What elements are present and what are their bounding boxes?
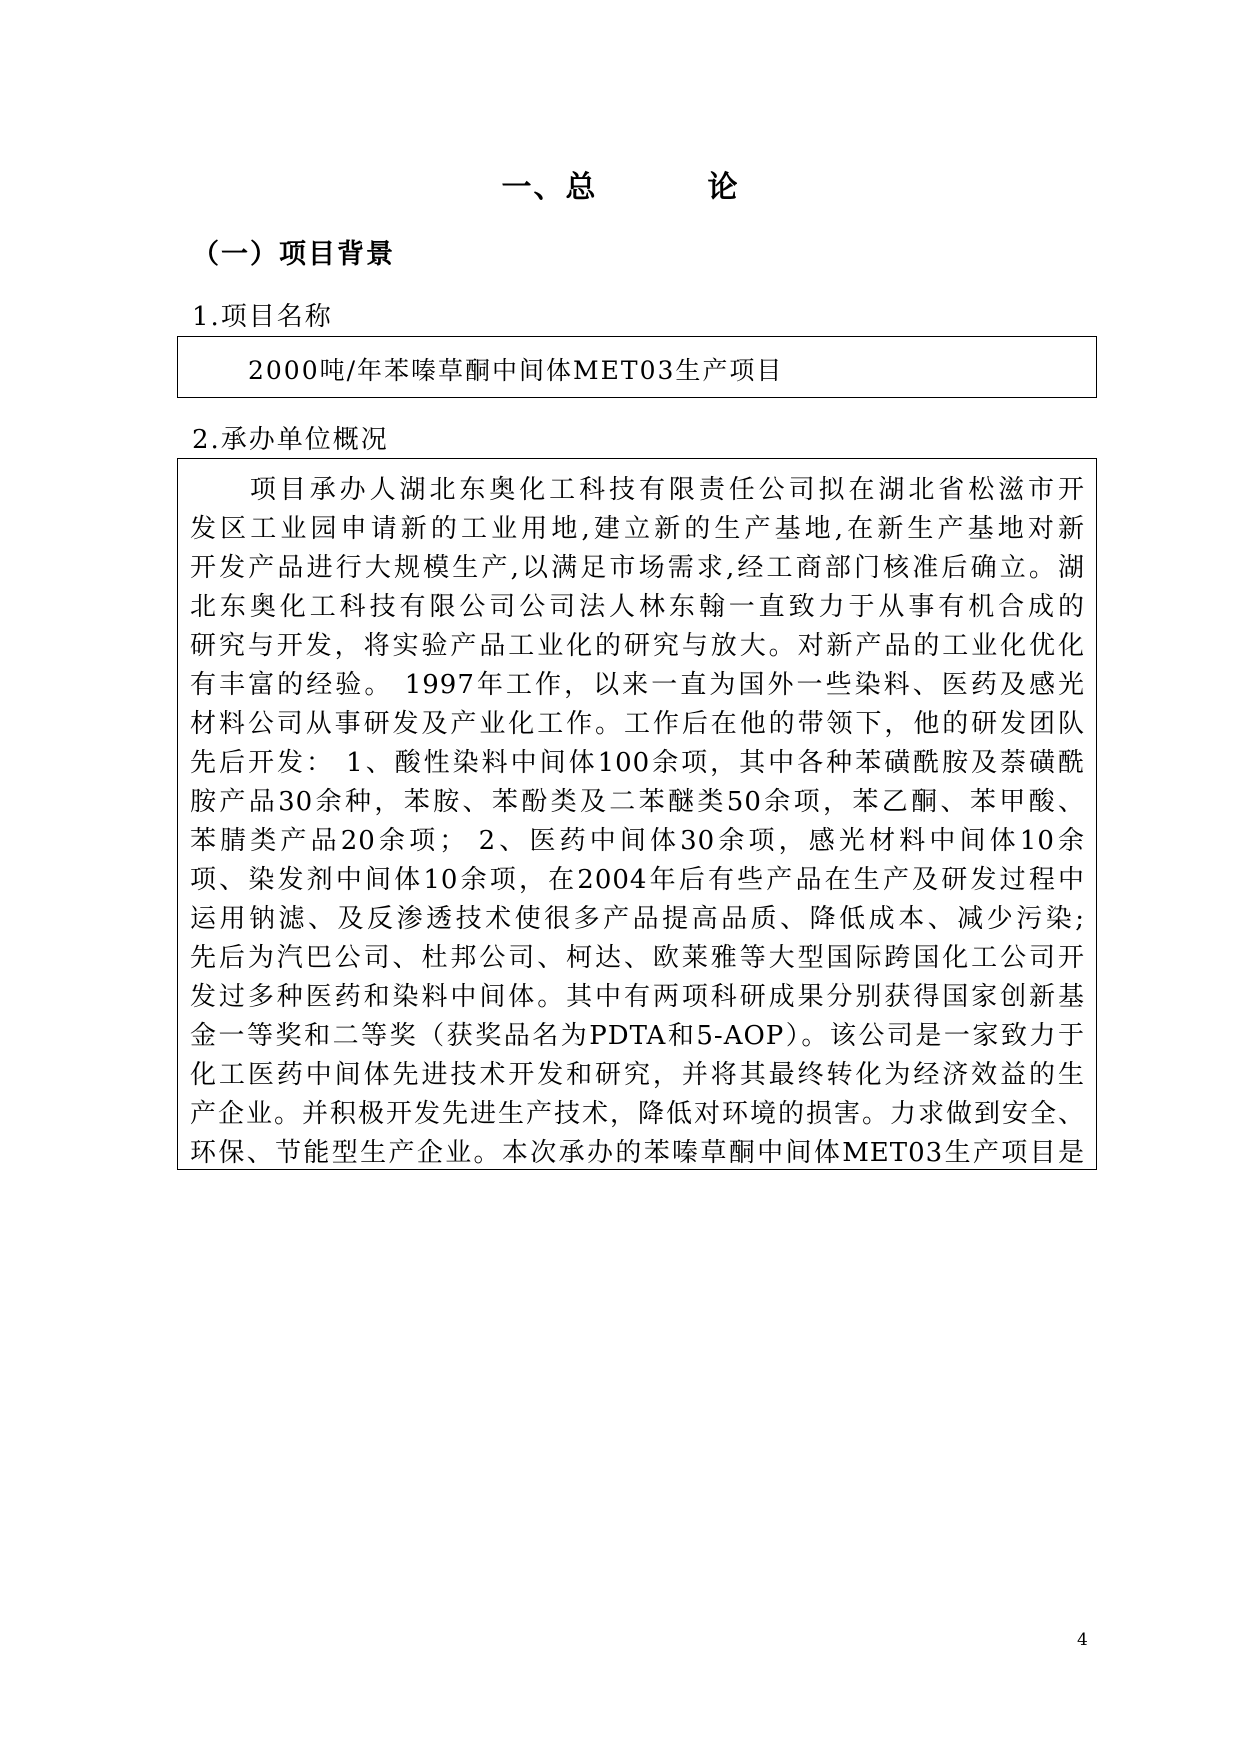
paragraph-line: 项目承办人湖北东奥化工科技有限责任公司拟在湖北省松滋市开 [190, 475, 1085, 505]
paragraph-line: 环保、节能型生产企业。本次承办的苯嗪草酮中间体MET03生产项目是 [190, 1138, 1085, 1168]
chapter-title [0, 162, 1241, 206]
paragraph-line: 先后开发： 1、酸性染料中间体100余项，其中各种苯磺酰胺及萘磺酰 [190, 748, 1085, 778]
chapter-title-part2: 论 [707, 170, 740, 205]
paragraph-line: 材料公司从事研发及产业化工作。工作后在他的带领下，他的研发团队 [190, 709, 1085, 739]
project-name-heading: 1.项目名称 [192, 302, 333, 332]
paragraph-line: 北东奥化工科技有限公司公司法人林东翰一直致力于从事有机合成的 [190, 592, 1085, 622]
paragraph-line: 项、染发剂中间体10余项，在2004年后有些产品在生产及研发过程中 [190, 865, 1085, 895]
chapter-title-part1: 一、总 [501, 170, 598, 205]
paragraph-line: 苯腈类产品20余项； 2、医药中间体30余项，感光材料中间体10余 [190, 826, 1085, 856]
page-number: 4 [1077, 1630, 1088, 1650]
paragraph-line: 发过多种医药和染料中间体。其中有两项科研成果分别获得国家创新基 [190, 982, 1085, 1012]
project-name-value: 2000吨/年苯嗪草酮中间体MET03生产项目 [248, 356, 784, 385]
paragraph-line: 运用钠滤、及反渗透技术使很多产品提高品质、降低成本、减少污染; [190, 904, 1085, 934]
organization-heading: 2.承办单位概况 [192, 425, 389, 455]
paragraph-line: 产企业。并积极开发先进生产技术，降低对环境的损害。力求做到安全、 [190, 1099, 1085, 1129]
paragraph-line: 金一等奖和二等奖（获奖品名为PDTA和5-AOP）。该公司是一家致力于 [190, 1021, 1085, 1051]
paragraph-line: 发区工业园申请新的工业用地,建立新的生产基地,在新生产基地对新 [190, 514, 1085, 544]
paragraph-line: 化工医药中间体先进技术开发和研究，并将其最终转化为经济效益的生 [190, 1060, 1085, 1090]
paragraph-line: 胺产品30余种，苯胺、苯酚类及二苯醚类50余项，苯乙酮、苯甲酸、 [190, 787, 1085, 817]
paragraph-line: 研究与开发，将实验产品工业化的研究与放大。对新产品的工业化优化 [190, 631, 1085, 661]
paragraph-line: 先后为汽巴公司、杜邦公司、柯达、欧莱雅等大型国际跨国化工公司开 [190, 943, 1085, 973]
paragraph-line: 有丰富的经验。 1997年工作，以来一直为国外一些染料、医药及感光 [190, 670, 1085, 700]
organization-box [177, 458, 1097, 1170]
section-heading: （一）项目背景 [192, 239, 395, 270]
project-name-box [177, 336, 1097, 398]
paragraph-line: 开发产品进行大规模生产,以满足市场需求,经工商部门核准后确立。湖 [190, 553, 1085, 583]
